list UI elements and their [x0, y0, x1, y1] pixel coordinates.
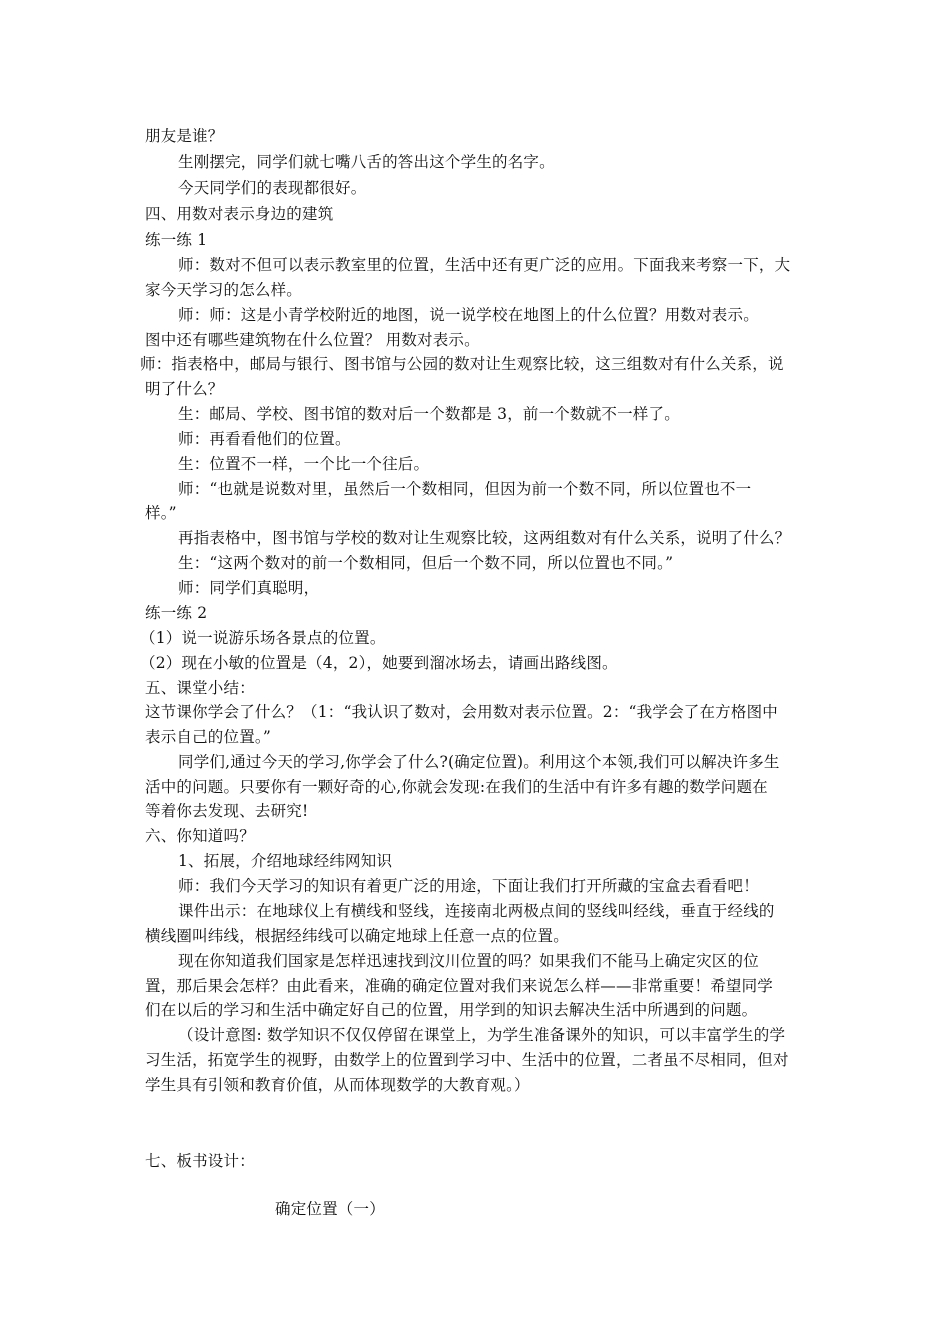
text-line: 们在以后的学习和生活中确定好自己的位置，用学到的知识去解决生活中所遇到的问题。 [145, 1001, 758, 1019]
text-line: 1、拓展，介绍地球经纬网知识 [178, 852, 393, 870]
text-line: 图中还有哪些建筑物在什么位置？ 用数对表示。 [145, 331, 480, 349]
text-line: 习生活，拓宽学生的视野，由数学上的位置到学习中、生活中的位置，二者虽不尽相同，但对 [145, 1051, 789, 1069]
text-line: 明了什么？ [145, 380, 224, 398]
text-line: 生：位置不一样，一个比一个往后。 [178, 455, 430, 473]
text-line: 课件出示：在地球仪上有横线和竖线，连接南北两极点间的竖线叫经线，垂直于经线的 [178, 902, 775, 920]
text-line: 置，那后果会怎样？由此看来，准确的确定位置对我们来说怎么样——非常重要！希望同学 [145, 977, 774, 995]
text-line: 师：我们今天学习的知识有着更广泛的用途，下面让我们打开所藏的宝盒去看看吧！ [178, 877, 759, 895]
section-heading: 六、你知道吗？ [145, 827, 255, 845]
text-line: 活中的问题。只要你有一颗好奇的心,你就会发现:在我们的生活中有许多有趣的数学问题在 [145, 778, 768, 796]
text-line: 今天同学们的表现都很好。 [178, 179, 367, 197]
text-line: 学生具有引领和教育价值，从而体现数学的大教育观。） [145, 1076, 530, 1094]
text-line: 家今天学习的怎么样。 [145, 281, 303, 299]
text-line: 师：指表格中，邮局与银行、图书馆与公园的数对让生观察比较，这三组数对有什么关系，说 [140, 355, 784, 373]
text-line: 生刚摆完，同学们就七嘴八舌的答出这个学生的名字。 [178, 153, 555, 171]
text-line: 师：数对不但可以表示教室里的位置，生活中还有更广泛的应用。下面我来考察一下，大 [178, 256, 791, 274]
text-line: 师：再看看他们的位置。 [178, 430, 351, 448]
text-line: 师：“也就是说数对里，虽然后一个数相同，但因为前一个数不同，所以位置也不一 [178, 480, 752, 498]
section-heading: 四、用数对表示身边的建筑 [145, 205, 334, 223]
subsection-heading: 练一练 2 [145, 604, 208, 622]
text-line: 样。” [145, 504, 177, 522]
text-line: 师：师：这是小青学校附近的地图，说一说学校在地图上的什么位置？用数对表示。 [178, 306, 759, 324]
text-line: 朋友是谁？ [145, 127, 224, 145]
subsection-heading: 练一练 1 [145, 231, 208, 249]
text-line: 现在你知道我们国家是怎样迅速找到汶川位置的吗？如果我们不能马上确定灾区的位 [178, 952, 759, 970]
text-line: （2）现在小敏的位置是（4，2），她要到溜冰场去，请画出路线图。 [140, 654, 618, 672]
text-line: 生：“这两个数对的前一个数相同，但后一个数不同，所以位置也不同。” [178, 554, 674, 572]
text-line: 横线圈叫纬线，根据经纬线可以确定地球上任意一点的位置。 [145, 927, 569, 945]
text-line: 同学们,通过今天的学习,你学会了什么?(确定位置)。利用这个本领,我们可以解决许多生 [178, 753, 780, 771]
text-line: 再指表格中，图书馆与学校的数对让生观察比较，这两组数对有什么关系，说明了什么？ [178, 529, 791, 547]
text-line: 表示自己的位置。” [145, 728, 271, 746]
text-line: （1）说一说游乐场各景点的位置。 [140, 629, 386, 647]
text-line: 这节课你学会了什么？（1：“我认识了数对，会用数对表示位置。2：“我学会了在方格图中 [145, 703, 778, 721]
text-line: 等着你去发现、去研究! [145, 802, 309, 820]
text-line: （设计意图: 数学知识不仅仅停留在课堂上，为学生准备课外的知识，可以丰富学生的学 [178, 1026, 786, 1044]
text-line: 生：邮局、学校、图书馆的数对后一个数都是 3，前一个数就不一样了。 [178, 405, 680, 423]
section-heading: 五、课堂小结： [145, 679, 255, 697]
text-line: 师：同学们真聪明， [178, 579, 320, 597]
section-heading: 七、板书设计： [145, 1152, 255, 1170]
board-title: 确定位置（一） [275, 1200, 385, 1218]
